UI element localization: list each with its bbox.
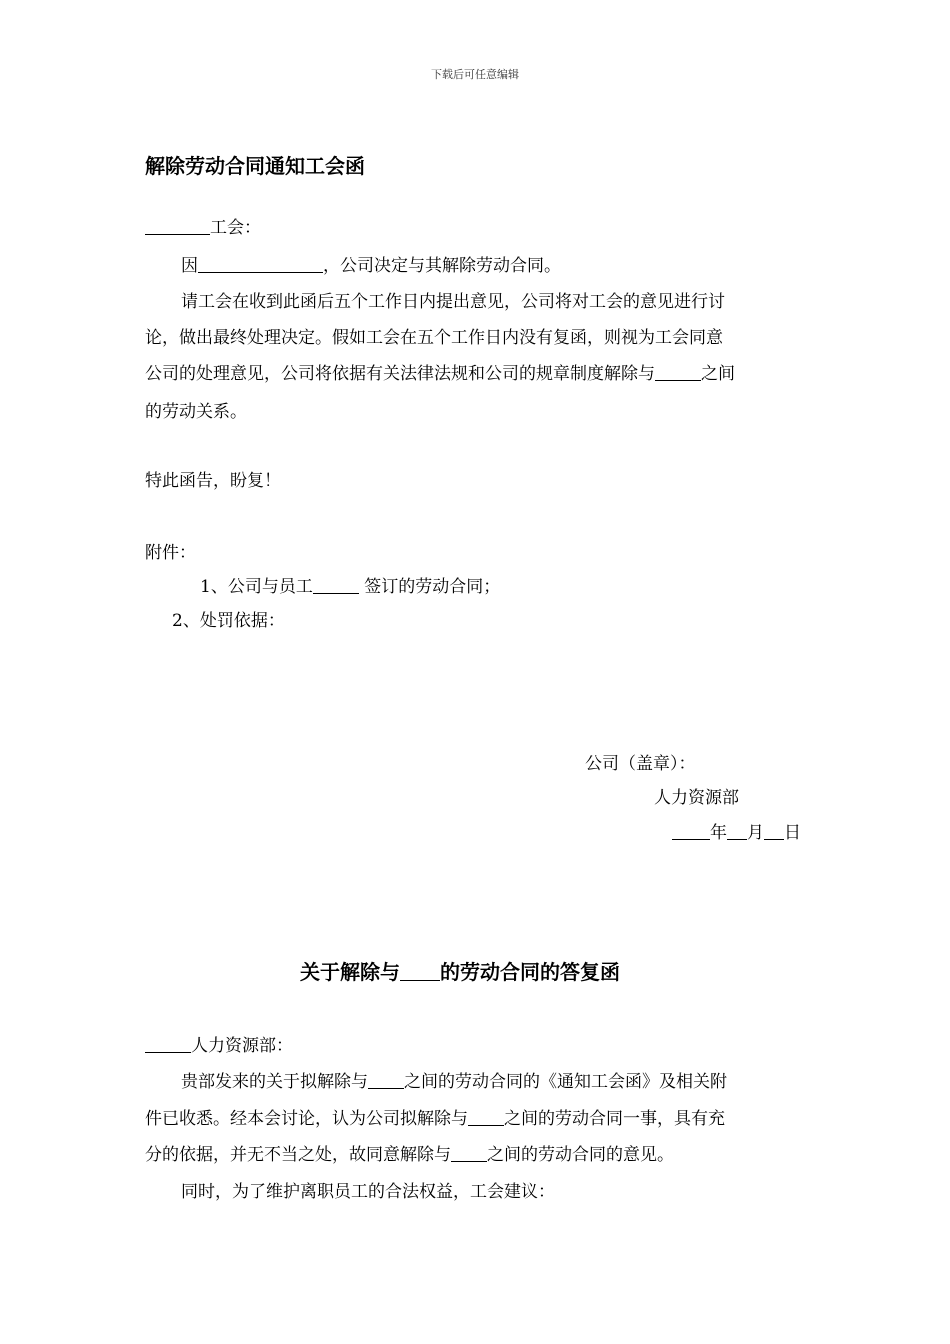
- blank-field: [451, 1145, 487, 1162]
- blank-field: [727, 823, 747, 840]
- blank-field: [368, 1072, 404, 1089]
- blank-field: [145, 218, 210, 235]
- reply-title: 关于解除与 的劳动合同的答复函: [300, 960, 620, 984]
- blank-field: [145, 1036, 191, 1053]
- signature-company: 公司（盖章）：: [585, 754, 696, 774]
- reply-para2: 同时，为了维护离职员工的合法权益，工会建议：: [181, 1182, 555, 1202]
- reply-para1-line: 件已收悉。经本会讨论，认为公司拟解除与 之间的劳动合同一事，具有充: [145, 1109, 725, 1129]
- signature-department: 人力资源部: [654, 788, 739, 808]
- attachment-item: 1、公司与员工 签订的劳动合同；: [200, 577, 501, 597]
- notice-para2-line: 公司的处理意见，公司将依据有关法律法规和公司的规章制度解除与 之间: [145, 364, 735, 384]
- blank-field: [655, 364, 701, 381]
- attachments-label: 附件：: [145, 543, 196, 563]
- reply-para1-line: 分的依据，并无不当之处，故同意解除与 之间的劳动合同的意见。: [145, 1145, 674, 1165]
- reply-addressee: 人力资源部：: [145, 1031, 293, 1056]
- notice-para2-line: 请工会在收到此函后五个工作日内提出意见，公司将对工会的意见进行讨: [181, 292, 725, 312]
- notice-para2-line: 的劳动关系。: [145, 402, 247, 422]
- page-header: 下载后可任意编辑: [431, 68, 519, 81]
- blank-field: [468, 1109, 504, 1126]
- blank-field: [672, 823, 710, 840]
- blank-field: [764, 823, 784, 840]
- blank-field: [198, 256, 323, 273]
- notice-title: 解除劳动合同通知工会函: [145, 154, 365, 178]
- blank-field: [400, 964, 440, 981]
- reply-para1-line: 贵部发来的关于拟解除与 之间的劳动合同的《通知工会函》及相关附: [181, 1072, 727, 1092]
- notice-para1: 因 ，公司决定与其解除劳动合同。: [181, 256, 561, 276]
- notice-addressee: 工会：: [145, 213, 261, 238]
- blank-field: [313, 577, 359, 594]
- attachment-item: 2、处罚依据：: [172, 611, 285, 631]
- notice-para2-line: 论，做出最终处理决定。假如工会在五个工作日内没有复函，则视为工会同意: [145, 328, 723, 348]
- signature-date: 年 月 日: [672, 818, 801, 843]
- notice-closing: 特此函告，盼复！: [145, 471, 281, 491]
